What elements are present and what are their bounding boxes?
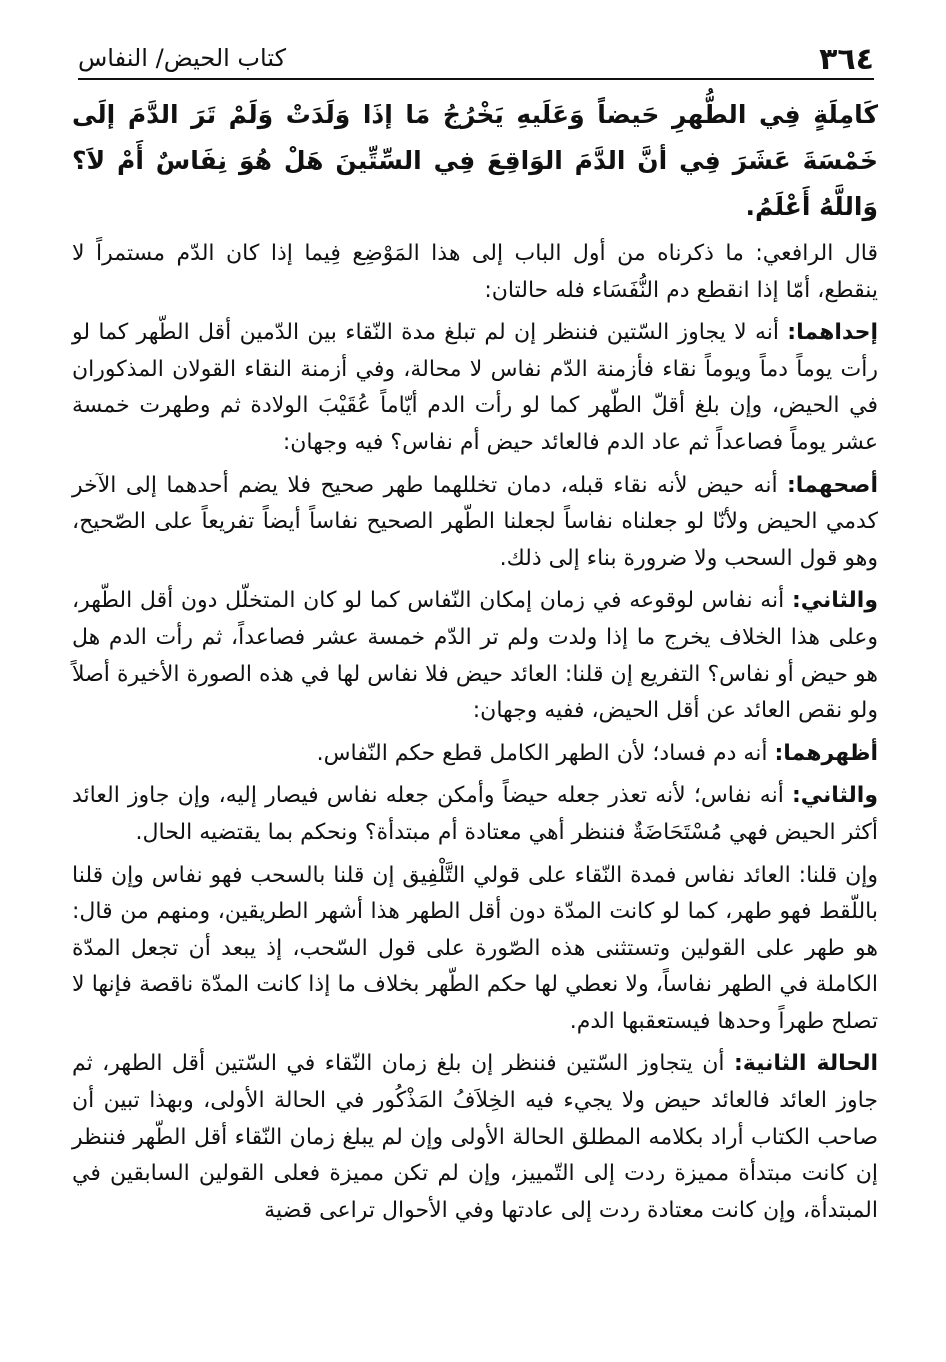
paragraph-text: أن يتجاوز السّتين فننظر إن بلغ زمان النّقاء في السّتين أقل الطهر، ثم جاوز العائد فالعائد حيض ولا يجيء فيه الخِلاَفُ المَذْكُور في الحالة الأولى، وبهذا تبين أن صاحب الكتاب أراد بكلامه المطلق الحالة الأولى وإن لم يبلغ زمان النّقاء أقل الطّهر فننظر إن كانت مبتدأة مميزة ردت إلى التّمييز، وإن لم تكن مميزة فعلى القولين السابقين في المبتدأة، وإن كانت معتادة ردت إلى عادتها وفي الأحوال تراعى قضية xyxy=(72,1051,878,1223)
paragraph-if-we-say xyxy=(72,858,878,1041)
paragraph-lead: أظهرهما: xyxy=(774,740,878,766)
running-title: كتاب الحيض/ النفاس xyxy=(78,44,287,72)
paragraph-lead: والثاني: xyxy=(791,783,878,809)
paragraph-text: قال الرافعي: ما ذكرناه من أول الباب إلى هذا المَوْضِع فِيما إذا كان الدّم مستمراً لا ينقطع، أمّا إذا انقطع دم النُّفَسَاء فله حالتان: xyxy=(72,241,878,303)
paragraph-lead: الحالة الثانية: xyxy=(733,1051,878,1077)
paragraph-first-case xyxy=(72,315,878,461)
paragraph-text: أنه نفاس؛ لأنه تعذر جعله حيضاً وأمكن جعله نفاس فيصار إليه، وإن جاوز العائد أكثر الحيض فهي مُسْتَحَاضَةٌ فننظر أهي معتادة أم مبتدأة؟ ونحكم بما يقتضيه الحال. xyxy=(72,783,878,845)
paragraph-second-nifas xyxy=(72,778,878,851)
page-header xyxy=(78,38,874,80)
paragraph-most-correct xyxy=(72,468,878,578)
paragraph-text: أنه لا يجاوز السّتين فننظر إن لم تبلغ مدة النّقاء بين الدّمين أقل الطّهر كما لو رأت يوماً دماً ويوماً نقاء فأزمنة الدّم نفاس لا محالة، وفي أزمنة النقاء القولان المذكوران في الحيض، وإن بلغ أقلّ الطّهر كما لو رأت الدم أيّاماً عُقَيْبَ الولادة ثم وطهرت خمسة عشر يوماً فصاعداً ثم عاد الدم فالعائد حيض أم نفاس؟ فيه وجهان: xyxy=(72,320,878,455)
page-number: ٣٦٤ xyxy=(819,42,874,77)
paragraph-lead: أصحهما: xyxy=(787,472,878,498)
paragraph-text: أنه حيض لأنه نقاء قبله، دمان تخللهما طهر صحيح فلا يضم أحدهما إلى الآخر كدمي الحيض ولأنّا لو جعلناه نفاساً لجعلنا الطّهر الصحيح نفاساً أيضاً تفريعاً على الصّحيح، وهو قول السحب ولا ضرورة بناء إلى ذلك. xyxy=(72,472,878,571)
paragraph-text: وإن قلنا: العائد نفاس فمدة النّقاء على قولي التَّلْفِيق إن قلنا بالسحب فهو نفاس وإن قلنا باللّقط فهو طهر، كما لو كانت المدّة دون أقل الطهر هذا أشهر الطريقين، ومنهم من قال: هو طهر على القولين وتستثنى هذه الصّورة على قول السّحب، إذ يبعد أن تجعل المدّة الكاملة في الطهر نفاساً، ولا نعطي لها حكم الطّهر بخلاف ما إذا كانت المدّة ناقصة فإنها لا تصلح طهراً وحدها فيستعقبها الدم. xyxy=(72,862,878,1034)
paragraph-lead: إحداهما: xyxy=(787,320,878,346)
paragraph-text: أنه دم فساد؛ لأن الطهر الكامل قطع حكم النّفاس. xyxy=(316,740,775,766)
paragraph-text: أنه نفاس لوقوعه في زمان إمكان النّفاس كما لو كان المتخلّل دون أقل الطّهر، وعلى هذا الخلاف يخرج ما إذا ولدت ولم تر الدّم خمسة عشر فصاعداً، ثم رأت الدم هل هو حيض أو نفاس؟ التفريع إن قلنا: العائد حيض فلا نفاس لها في هذه الصورة الأخيرة أصلاً ولو نقص العائد عن أقل الحيض، ففيه وجهان: xyxy=(72,588,878,724)
paragraph-second-view xyxy=(72,583,878,729)
paragraph-most-apparent xyxy=(72,736,878,773)
matn-text: كَامِلَةٍ فِي الطُّهرِ حَيضاً وَعَلَيهِ يَخْرُجُ مَا إذَا وَلَدَتْ وَلَمْ تَرَ الدَّمَ إلَى خَمْسَةَ عَشَرَ فِي أنَّ الدَّمَ الوَاقِعَ فِي السِّتِّينَ هَلْ هُوَ نِفَاسٌ أَمْ لاَ؟ وَاللَّهُ أَعْلَمُ. xyxy=(72,100,878,221)
paragraph-second-state xyxy=(72,1046,878,1229)
paragraph-rafii xyxy=(72,236,878,309)
page-body xyxy=(72,92,878,1235)
paragraph-lead: والثاني: xyxy=(791,588,878,614)
